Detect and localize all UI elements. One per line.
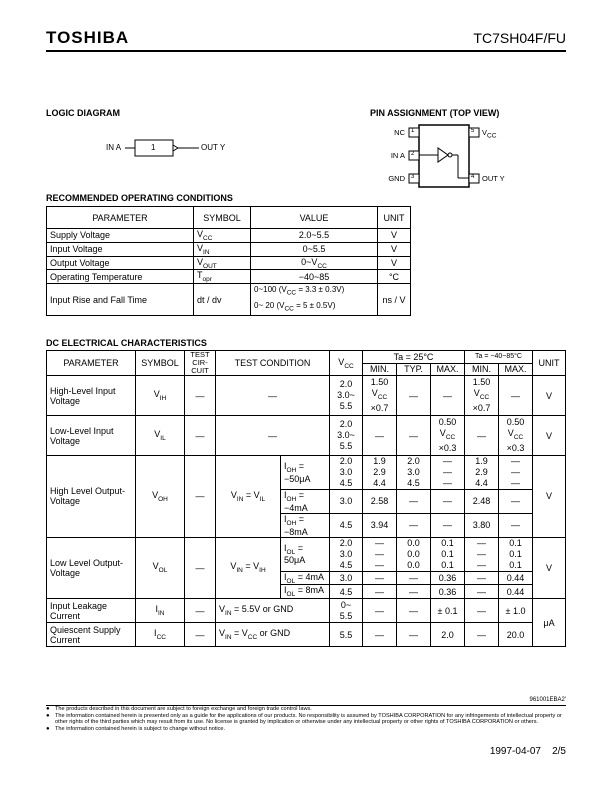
roc-symbol: $V_{OUT}$ <box>194 256 251 270</box>
dc-param: High-Level Input Voltage <box>47 376 136 416</box>
roc-row <box>47 270 411 284</box>
dc-max: — <box>431 513 465 537</box>
legal-notes <box>46 706 566 732</box>
dc-max2: — — — <box>499 456 533 490</box>
dc-condition-main: $V_{IN} = V_{IL}$ <box>216 456 281 538</box>
logic-output-label: OUT Y <box>201 143 226 152</box>
dc-vcc: 2.0 3.0~ 5.5 <box>330 376 363 416</box>
footer-date: 1997-04-07 <box>489 746 541 757</box>
pin-label-vcc: $V_{CC}$ <box>482 128 497 140</box>
dc-unit: V <box>533 416 566 456</box>
dc-min2: — <box>465 416 499 456</box>
roc-param: Output Voltage <box>47 256 194 270</box>
roc-value: 2.0~5.5 <box>251 229 378 243</box>
roc-param: Input Rise and Fall Time <box>47 284 194 316</box>
header-rule <box>46 50 566 52</box>
roc-header-param: PARAMETER <box>47 207 194 229</box>
roc-param: Operating Temperature <box>47 270 194 284</box>
roc-symbol: $V_{IN}$ <box>194 242 251 256</box>
dc-header-max2: MAX. <box>499 363 533 376</box>
roc-header-symbol: SYMBOL <box>194 207 251 229</box>
dc-vcc: 4.5 <box>330 513 363 537</box>
dc-typ: — <box>397 376 431 416</box>
dc-condition-main: $V_{IN} = V_{IH}$ <box>216 537 281 599</box>
roc-row <box>47 229 411 243</box>
dc-typ: — <box>397 416 431 456</box>
legal-note: ● The information contained herein is presented only as a guide for the applications of our products. No responsibility is assumed by TOSHIBA CORPORATION for any infringements of intellectual property or other rights of the third parties which may result from its use. No license is granted by implication or otherwise under any intellectual property or other rights of TOSHIBA CORPORATION or others. <box>46 713 566 726</box>
dc-condition: — <box>216 376 330 416</box>
dc-max2: 0.44 <box>499 571 533 585</box>
dc-max: 0.36 <box>431 571 465 585</box>
dc-min: — <box>363 571 397 585</box>
footer <box>490 746 566 757</box>
dc-param: Low-Level Input Voltage <box>47 416 136 456</box>
legal-note: ● The products described in this document are subject to foreign exchange and foreign trade control laws. <box>46 706 566 713</box>
dc-max: — <box>431 376 465 416</box>
dc-vcc: 2.0 3.0~ 5.5 <box>330 416 363 456</box>
dc-symbol: $V_{IH}$ <box>136 376 185 416</box>
dc-max: 0.50 $V_{CC}$ ×0.3 <box>431 416 465 456</box>
dc-condition-sub: $I_{OL} = 8mA$ <box>281 585 330 599</box>
dc-max: — <box>431 490 465 514</box>
dc-condition-sub: $I_{OL} = 4mA$ <box>281 571 330 585</box>
toshiba-logo: TOSHIBA <box>46 28 130 47</box>
pin-num-3: 3 <box>411 174 415 180</box>
roc-symbol: dt / dv <box>194 284 251 316</box>
dc-vcc: 2.0 3.0 4.5 <box>330 456 363 490</box>
dc-typ: — <box>397 585 431 599</box>
dc-max2: — <box>499 376 533 416</box>
dc-max: 0.36 <box>431 585 465 599</box>
dc-max2: 20.0 <box>499 623 533 647</box>
pin-num-1: 1 <box>411 128 415 134</box>
roc-value: −40~85 <box>251 270 378 284</box>
dc-min: 2.58 <box>363 490 397 514</box>
dc-unit: μA <box>533 599 566 647</box>
dc-title: DC ELECTRICAL CHARACTERISTICS <box>46 338 207 348</box>
roc-symbol: $T_{opr}$ <box>194 270 251 284</box>
dc-max2: — <box>499 490 533 514</box>
dc-vcc: 3.0 <box>330 571 363 585</box>
legal-note: ● The information contained herein is subject to change without notice. <box>46 726 566 733</box>
dc-max2: 0.1 0.1 0.1 <box>499 537 533 571</box>
roc-title: RECOMMENDED OPERATING CONDITIONS <box>46 193 233 203</box>
dc-max: — — — <box>431 456 465 490</box>
roc-value: $0\sim V_{CC}$ <box>251 256 378 270</box>
dc-table <box>46 350 566 647</box>
dc-header-typ: TYP. <box>397 363 431 376</box>
dc-condition: — <box>216 416 330 456</box>
dc-row-vil <box>47 416 566 456</box>
dc-min: — <box>363 585 397 599</box>
roc-unit: V <box>378 256 411 270</box>
dc-test-circuit: — <box>185 537 216 599</box>
dc-condition-sub: $I_{OH} = -8mA$ <box>281 513 330 537</box>
roc-value: 0~100 $(V_{CC} = 3.3 \pm 0.3V)$ 0~ 20 $(V_{CC} = 5 \pm 0.5V)$ <box>251 284 378 316</box>
dc-min2: 3.80 <box>465 513 499 537</box>
dc-param: Input Leakage Current <box>47 599 136 623</box>
dc-typ: — <box>397 571 431 585</box>
dc-min2: 1.50 $V_{CC}$ ×0.7 <box>465 376 499 416</box>
dc-row-icc <box>47 623 566 647</box>
dc-condition-sub: $I_{OL} = 50\mu A$ <box>281 537 330 571</box>
roc-header-value: VALUE <box>251 207 378 229</box>
dc-row-voh <box>47 456 566 490</box>
dc-typ: 2.0 3.0 4.5 <box>397 456 431 490</box>
dc-min: — — — <box>363 537 397 571</box>
dc-typ: — <box>397 623 431 647</box>
dc-test-circuit: — <box>185 376 216 416</box>
dc-test-circuit: — <box>185 456 216 538</box>
part-number: TC7SH04F/FU <box>473 30 566 46</box>
dc-min2: — — — <box>465 537 499 571</box>
dc-max: 2.0 <box>431 623 465 647</box>
dc-header-min: MIN. <box>363 363 397 376</box>
dc-condition: $V_{IN} = V_{CC}$ or GND <box>216 623 330 647</box>
dc-header-max: MAX. <box>431 363 465 376</box>
dc-max2: — <box>499 513 533 537</box>
dc-vcc: 5.5 <box>330 623 363 647</box>
roc-value: 0~5.5 <box>251 242 378 256</box>
dc-min: 1.50 $V_{CC}$ ×0.7 <box>363 376 397 416</box>
dc-header-unit: UNIT <box>533 351 566 376</box>
dc-typ: — <box>397 513 431 537</box>
dc-min2: — <box>465 599 499 623</box>
pin-label-nc: NC <box>394 128 405 137</box>
dc-unit: V <box>533 456 566 538</box>
dc-vcc: 3.0 <box>330 490 363 514</box>
dc-max2: 0.50 $V_{CC}$ ×0.3 <box>499 416 533 456</box>
roc-row <box>47 242 411 256</box>
roc-table <box>46 206 411 316</box>
dc-min2: 2.48 <box>465 490 499 514</box>
roc-unit: V <box>378 229 411 243</box>
dc-unit: V <box>533 376 566 416</box>
dc-test-circuit: — <box>185 599 216 623</box>
dc-typ: 0.0 0.0 0.0 <box>397 537 431 571</box>
dc-min: — <box>363 599 397 623</box>
roc-unit: V <box>378 242 411 256</box>
dc-vcc: 2.0 3.0 4.5 <box>330 537 363 571</box>
roc-symbol: $V_{CC}$ <box>194 229 251 243</box>
logic-input-label: IN A <box>106 143 122 152</box>
dc-condition: $V_{IN} = 5.5V$ or GND <box>216 599 330 623</box>
dc-row-iin <box>47 599 566 623</box>
roc-unit: ns / V <box>378 284 411 316</box>
dc-condition-sub: $I_{OH} = -4mA$ <box>281 490 330 514</box>
dc-min2: 1.9 2.9 4.4 <box>465 456 499 490</box>
dc-row-vol <box>47 537 566 571</box>
dc-symbol: $I_{CC}$ <box>136 623 185 647</box>
dc-header-ta-range: Ta = −40~85°C <box>465 351 533 364</box>
dc-symbol: $V_{IL}$ <box>136 416 185 456</box>
dc-symbol: $V_{OL}$ <box>136 537 185 599</box>
dc-symbol: $V_{OH}$ <box>136 456 185 538</box>
dc-min2: — <box>465 585 499 599</box>
roc-row <box>47 256 411 270</box>
document-code: 961001EBA2' <box>529 697 566 703</box>
dc-unit: V <box>533 537 566 599</box>
dc-header-test-circuit: TEST CIR-CUIT <box>185 351 216 376</box>
gate-label: 1 <box>151 143 156 152</box>
dc-min2: — <box>465 571 499 585</box>
dc-min: — <box>363 416 397 456</box>
dc-test-circuit: — <box>185 416 216 456</box>
dc-header-symbol: SYMBOL <box>136 351 185 376</box>
dc-min2: — <box>465 623 499 647</box>
pin-assignment-title: PIN ASSIGNMENT (TOP VIEW) <box>370 108 500 118</box>
pin-label-gnd: GND <box>388 174 405 183</box>
dc-row-vih <box>47 376 566 416</box>
pin-num-4: 4 <box>471 174 475 180</box>
dc-header-min2: MIN. <box>465 363 499 376</box>
pin-assignment <box>380 124 520 190</box>
dc-max2: ± 1.0 <box>499 599 533 623</box>
logic-diagram-title: LOGIC DIAGRAM <box>46 108 120 118</box>
roc-unit: °C <box>378 270 411 284</box>
dc-max: ± 0.1 <box>431 599 465 623</box>
dc-header-ta25: Ta = 25°C <box>363 351 465 364</box>
dc-param: Quiescent Supply Current <box>47 623 136 647</box>
pin-num-2: 2 <box>411 151 415 157</box>
dc-typ: — <box>397 490 431 514</box>
dc-min: — <box>363 623 397 647</box>
dc-typ: — <box>397 599 431 623</box>
dc-condition-sub: $I_{OH} = -50\mu A$ <box>281 456 330 490</box>
dc-max: 0.1 0.1 0.1 <box>431 537 465 571</box>
logic-diagram <box>46 130 246 166</box>
dc-param: Low Level Output-Voltage <box>47 537 136 599</box>
dc-header-test-condition: TEST CONDITION <box>216 351 330 376</box>
dc-header-vcc: $V_{CC}$ <box>330 351 363 376</box>
dc-param: High Level Output-Voltage <box>47 456 136 538</box>
dc-vcc: 0~ 5.5 <box>330 599 363 623</box>
pin-num-5: 5 <box>471 128 475 134</box>
roc-param: Supply Voltage <box>47 229 194 243</box>
roc-row <box>47 284 411 316</box>
dc-vcc: 4.5 <box>330 585 363 599</box>
roc-param: Input Voltage <box>47 242 194 256</box>
dc-symbol: $I_{IN}$ <box>136 599 185 623</box>
dc-max2: 0.44 <box>499 585 533 599</box>
dc-min: 1.9 2.9 4.4 <box>363 456 397 490</box>
dc-header-param: PARAMETER <box>47 351 136 376</box>
dc-min: 3.94 <box>363 513 397 537</box>
pin-label-out-y: OUT Y <box>482 174 505 183</box>
roc-header-unit: UNIT <box>378 207 411 229</box>
dc-test-circuit: — <box>185 623 216 647</box>
pin-label-in-a: IN A <box>390 151 405 160</box>
page-number: 2/5 <box>552 746 566 757</box>
